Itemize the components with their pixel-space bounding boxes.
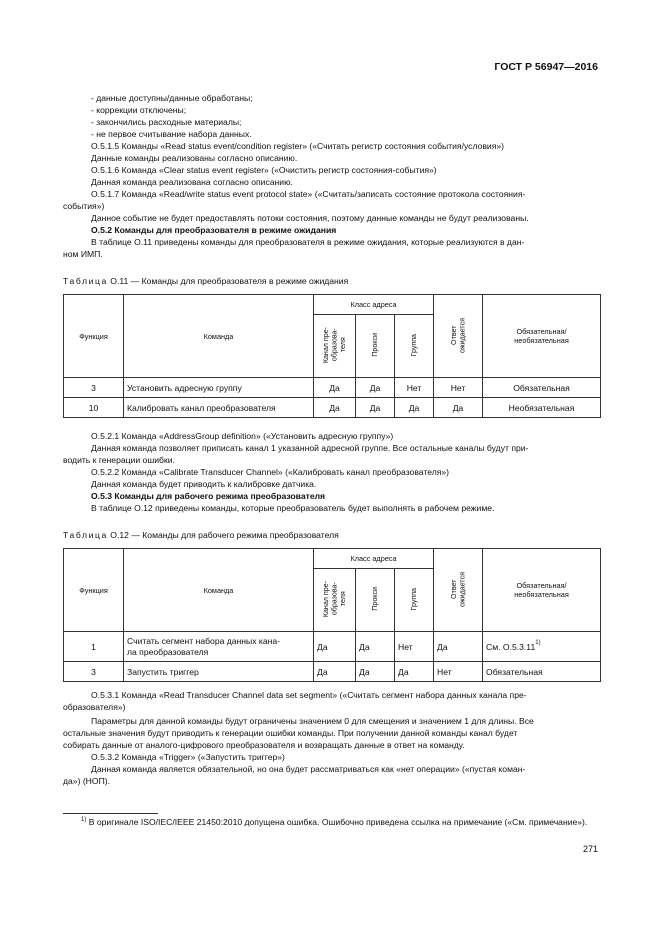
- paragraph-continued: водить к генерации ошибки.: [63, 455, 175, 465]
- header-reply-text: Ответ ожидается: [449, 571, 467, 607]
- footnote-ref: 1): [535, 639, 541, 646]
- cell-command: Считать сегмент набора данных кана- ла преобразователя: [124, 632, 314, 662]
- paragraph-continued: остальные значения будут приводить к генерации ошибки команды. При получении данной команды канал будет: [63, 728, 518, 738]
- cell-channel: Да: [314, 398, 356, 418]
- header-mandatory-text: Обязательная/ необязательная: [514, 581, 569, 599]
- cell-mandatory: Обязательная: [483, 378, 601, 398]
- table-caption-prefix: Таблица: [63, 276, 108, 286]
- section-heading-continued: события»): [63, 201, 105, 211]
- cell-reply: Нет: [434, 378, 483, 398]
- section-heading: O.5.3.1 Команда «Read Transducer Channel data set segment» («Считать сегмент набора данных канала пре-: [91, 690, 527, 700]
- section-heading-continued: образователя»): [63, 702, 126, 712]
- paragraph: Данное событие не будет предоставлять потоки состояния, поэтому данные команды не будут реализованы.: [91, 213, 529, 223]
- footnote: [63, 817, 600, 829]
- header-group-text: Группа: [409, 333, 418, 357]
- header-function: Функция: [64, 295, 124, 378]
- header-channel-text: Канал пре- образова- теля: [321, 580, 347, 618]
- paragraph: Данная команда позволяет приписать канал 1 указанной адресной группе. Все остальные каналы будут при-: [91, 443, 529, 453]
- table-caption-text: O.11 — Команды для преобразователя в режиме ожидания: [110, 276, 349, 286]
- footnote-mark: 1): [81, 817, 87, 823]
- header-proxy: [356, 569, 395, 632]
- cell-mandatory: [483, 632, 601, 662]
- table-row: [64, 632, 601, 662]
- header-channel: [314, 315, 356, 378]
- table-row: [64, 398, 601, 418]
- cell-channel: Да: [314, 632, 356, 662]
- section-heading-bold: O.5.3 Команды для рабочего режима преобразователя: [91, 491, 326, 501]
- header-mandatory: [483, 549, 601, 632]
- cell-proxy: Да: [356, 378, 395, 398]
- list-item: - коррекции отключены;: [91, 105, 187, 115]
- paragraph: Данные команды реализованы согласно описанию.: [91, 153, 298, 163]
- header-reply-text: Ответ ожидается: [449, 317, 467, 353]
- section-heading-bold: O.5.2 Команды для преобразователя в режиме ожидания: [91, 225, 337, 235]
- section-heading: O.5.1.5 Команды «Read status event/condition register» («Считать регистр состояния события/условия»): [91, 141, 504, 151]
- cell-proxy: Да: [356, 662, 395, 682]
- paragraph: Данная команда является обязательной, но она будет рассматриваться как «нет операции» («пустая коман-: [91, 764, 526, 774]
- table-row: [64, 662, 601, 682]
- table-caption: [63, 276, 348, 286]
- cell-group: Да: [395, 662, 434, 682]
- header-command: Команда: [124, 549, 314, 632]
- header-address-class: Класс адреса: [314, 295, 434, 315]
- section-heading: O.5.1.7 Команда «Read/write status event protocol state» («Считать/записать состояние протокола состояния-: [91, 189, 526, 199]
- header-proxy-text: Прокси: [370, 587, 379, 611]
- header-reply: [434, 295, 483, 378]
- footnote-divider: [63, 813, 158, 814]
- list-item: - закончились расходные материалы;: [91, 117, 242, 127]
- section-heading: O.5.2.2 Команда «Calibrate Transducer Channel» («Калибровать канал преобразователя»): [91, 467, 450, 477]
- table-o12: [63, 548, 601, 682]
- footnote-text: В оригинале ISO/IEC/IEEE 21450:2010 допущена ошибка. Ошибочно приведена ссылка на примечание («См. примечание»).: [86, 817, 588, 827]
- table-caption-prefix: Таблица: [63, 530, 108, 540]
- header-group-text: Группа: [409, 587, 418, 611]
- header-reply: [434, 549, 483, 632]
- header-proxy-text: Прокси: [370, 333, 379, 357]
- page-number: 271: [582, 844, 598, 854]
- cell-function: 3: [64, 662, 124, 682]
- page-header: ГОСТ Р 56947—2016: [494, 61, 598, 73]
- header-mandatory: [483, 295, 601, 378]
- header-address-class: Класс адреса: [314, 549, 434, 569]
- cell-function: 1: [64, 632, 124, 662]
- cell-proxy: Да: [356, 398, 395, 418]
- cell-reply: Нет: [434, 662, 483, 682]
- header-mandatory-text: Обязательная/ необязательная: [514, 327, 569, 345]
- paragraph: Параметры для данной команды будут ограничены значением 0 для смещения и значением 1 для длины. Все: [91, 716, 534, 726]
- header-proxy: [356, 315, 395, 378]
- cell-group: Нет: [395, 378, 434, 398]
- cell-channel: Да: [314, 662, 356, 682]
- cell-channel: Да: [314, 378, 356, 398]
- section-heading: O.5.2.1 Команда «AddressGroup definition» («Установить адресную группу»): [91, 431, 394, 441]
- table-caption-text: O.12 — Команды для рабочего режима преобразователя: [110, 530, 339, 540]
- cell-command: Установить адресную группу: [124, 378, 314, 398]
- cell-command: Запустить триггер: [124, 662, 314, 682]
- section-heading: O.5.1.6 Команда «Clear status event register» («Очистить регистр состояния-события»): [91, 165, 437, 175]
- cell-proxy: Да: [356, 632, 395, 662]
- table-row: [64, 378, 601, 398]
- cell-command: Калибровать канал преобразователя: [124, 398, 314, 418]
- paragraph: Данная команда будет приводить к калибровке датчика.: [91, 479, 317, 489]
- header-channel: [314, 569, 356, 632]
- cell-group: Нет: [395, 632, 434, 662]
- paragraph: В таблице O.11 приведены команды для преобразователя в режиме ожидания, которые реализуются в дан-: [91, 237, 525, 247]
- paragraph-continued: да») (НОП).: [63, 776, 111, 786]
- table-caption: [63, 530, 339, 540]
- cell-reply: Да: [434, 398, 483, 418]
- cell-mandatory: Необязательная: [483, 398, 601, 418]
- paragraph-continued: собирать данные от аналого-цифрового преобразователя и возвращать данные в ответ на команду.: [63, 740, 465, 750]
- header-function: Функция: [64, 549, 124, 632]
- cell-function: 10: [64, 398, 124, 418]
- header-group: [395, 315, 434, 378]
- list-item: - данные доступны/данные обработаны;: [91, 93, 253, 103]
- header-channel-text: Канал пре- образова- теля: [321, 326, 347, 364]
- paragraph: Данная команда реализована согласно описанию.: [91, 177, 293, 187]
- list-item: - не первое считывание набора данных.: [91, 129, 252, 139]
- cell-mandatory: Обязательная: [483, 662, 601, 682]
- paragraph-continued: ном ИМП.: [63, 249, 103, 259]
- header-command: Команда: [124, 295, 314, 378]
- cell-function: 3: [64, 378, 124, 398]
- header-group: [395, 569, 434, 632]
- section-heading: O.5.3.2 Команда «Trigger» («Запустить триггер»): [91, 752, 285, 762]
- table-o11: [63, 294, 601, 418]
- paragraph: В таблице O.12 приведены команды, которые преобразователь будет выполнять в рабочем режиме.: [91, 503, 495, 513]
- cell-reply: Да: [434, 632, 483, 662]
- cell-group: Да: [395, 398, 434, 418]
- cell-mandatory-text: См. O.5.3.11: [486, 641, 536, 652]
